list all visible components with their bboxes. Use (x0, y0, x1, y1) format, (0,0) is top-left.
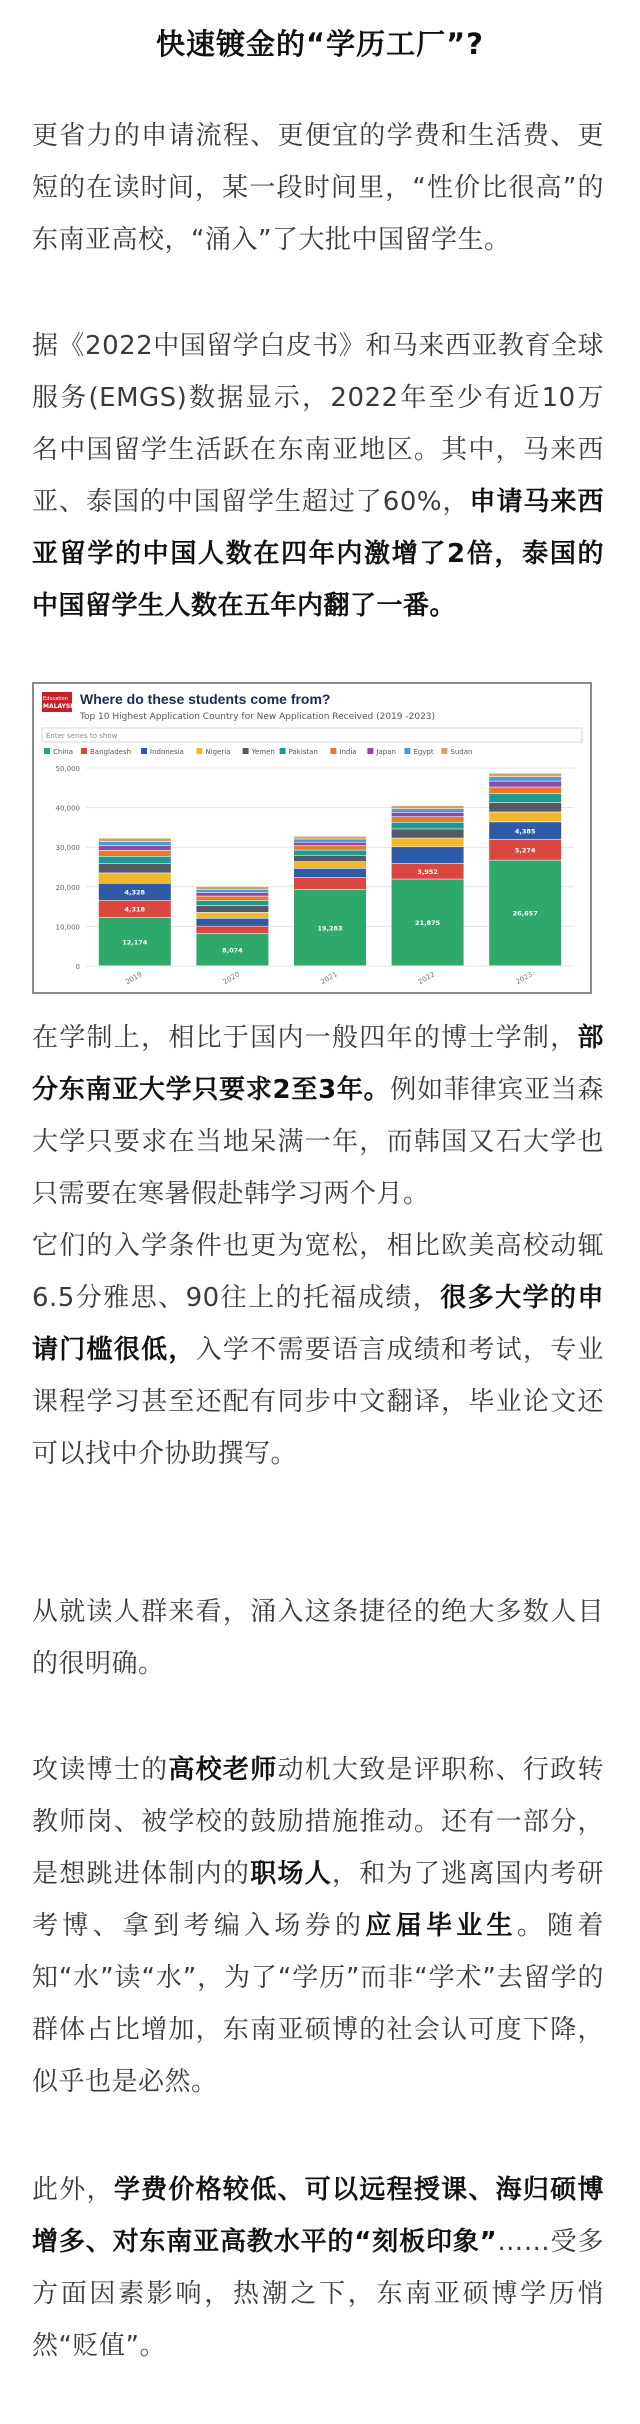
chart-image (32, 682, 592, 994)
bar-segment (196, 893, 268, 896)
bar-data-label: 4,328 (124, 888, 146, 897)
bar-segment (392, 806, 464, 809)
logo-line-2: MALAYSIA (43, 703, 78, 710)
bar-segment (196, 890, 268, 893)
bar-segment (489, 803, 561, 812)
x-tick-label: 2019 (124, 970, 144, 987)
legend-label: Bangladesh (90, 748, 132, 756)
legend-swatch (44, 748, 50, 754)
legend-label: China (53, 748, 73, 756)
bar-data-label: 4,318 (124, 905, 146, 914)
logo-line-1: Education (43, 696, 68, 702)
bar-segment (294, 843, 366, 846)
legend-label: Sudan (450, 748, 473, 756)
bar-segment (99, 851, 171, 856)
highlight-graduates: 应届毕业生 (365, 1911, 517, 1941)
y-tick-label: 30,000 (55, 844, 80, 853)
bar-segment (294, 862, 366, 868)
x-tick-label: 2022 (416, 970, 437, 987)
bar-segment (294, 846, 366, 850)
y-tick-label: 50,000 (55, 765, 80, 773)
bar-segment (294, 856, 366, 862)
highlight-duration: 部分东南亚大学只要求2至3年。 (32, 1023, 604, 1105)
bar-segment (196, 913, 268, 918)
x-tick-label: 2021 (319, 970, 339, 987)
paragraph-intro: 更省力的申请流程、更便宜的学费和生活费、更短的在读时间，某一段时间里，“性价比很高”的东南亚高校，“涌入”了大批中国留学生。 (32, 121, 604, 255)
highlight-factors: 学费价格较低、可以远程授课、海归硕博增多、对东南亚高教水平的“刻板印象” (32, 2175, 604, 2257)
legend-swatch (243, 748, 249, 754)
bar-data-label: 19,283 (317, 924, 343, 933)
y-tick-label: 10,000 (55, 923, 80, 932)
bar-segment (99, 846, 171, 850)
bar-segment (392, 809, 464, 812)
paragraph-admission: 它们的入学条件也更为宽松，相比欧美高校动辄6.5分雅思、90往上的托福成绩，很多大学的申请门槛很低，入学不需要语言成绩和考试，专业课程学习甚至还配有同步中文翻译，毕业论文还可以找中介协助撰写。 (32, 1231, 604, 1469)
chart-legend (44, 748, 472, 756)
legend-label: Egypt (413, 748, 434, 756)
x-tick-label: 2023 (514, 970, 534, 987)
bar-segment (489, 794, 561, 802)
legend-swatch (441, 748, 447, 754)
series-filter-placeholder: Enter series to show (46, 732, 118, 740)
highlight-teachers: 高校老师 (168, 1755, 278, 1785)
legend-swatch (81, 748, 87, 754)
paragraph-motivation: 攻读博士的高校老师动机大致是评职称、行政转教师岗、被学校的鼓励措施推动。还有一部分，是想跳进体制内的职场人，和为了逃离国内考研考博、拿到考编入场券的应届毕业生。随着知“水”读“水”，为了“学历”而非“学术”去留学的群体占比增加，东南亚硕博的社会认可度下降，似乎也是必然。 (32, 1755, 604, 2097)
bar-segment (489, 777, 561, 781)
legend-swatch (280, 748, 286, 754)
legend-label: Yemen (251, 748, 275, 756)
bar-data-label: 4,385 (514, 827, 536, 836)
bar-segment (489, 787, 561, 793)
bar-data-label: 3,952 (417, 868, 438, 877)
bar-segment (294, 850, 366, 855)
paragraph-students: 从就读人群来看，涌入这条捷径的绝大多数人目的很明确。 (32, 1597, 604, 1679)
legend-label: Indonesia (150, 748, 184, 756)
bar-segment (392, 829, 464, 838)
y-tick-label: 40,000 (55, 804, 80, 813)
legend-swatch (367, 748, 373, 754)
paragraph-conclusion: 此外，学费价格较低、可以远程授课、海归硕博增多、对东南亚高教水平的“刻板印象”……受多方面因素影响，热潮之下，东南亚硕博学历悄然“贬值”。 (32, 2175, 604, 2361)
article-title: 快速镀金的“学历工厂”? (156, 27, 484, 61)
bar-segment (99, 864, 171, 873)
bar-segment (196, 901, 268, 906)
bar-segment (196, 887, 268, 889)
highlight-growth: 申请马来西亚留学的中国人数在四年内激增了2倍，泰国的中国留学生人数在五年内翻了一番。 (32, 487, 604, 621)
y-tick-label: 20,000 (55, 883, 80, 892)
bar-segment (489, 781, 561, 786)
chart-subtitle: Top 10 Highest Application Country for New Application Received (2019 -2023) (80, 712, 436, 722)
legend-swatch (404, 748, 410, 754)
bar-segment (99, 873, 171, 883)
bar-segment (489, 812, 561, 821)
legend-swatch (196, 748, 202, 754)
bar-segment (196, 896, 268, 900)
bar-segment (392, 813, 464, 817)
legend-label: Pakistan (288, 748, 318, 756)
legend-label: Nigeria (205, 748, 231, 756)
bar-segment (99, 857, 171, 864)
series-filter-input[interactable] (42, 728, 582, 742)
x-tick-label: 2020 (221, 970, 242, 987)
bar-data-label: 12,174 (122, 938, 148, 947)
legend-swatch (141, 748, 147, 754)
stacked-bar-chart (34, 684, 590, 992)
bar-segment (99, 842, 171, 845)
bar-segment (294, 839, 366, 842)
bar-data-label: 8,074 (222, 946, 243, 955)
legend-label: Japan (376, 748, 396, 756)
bar-segment (196, 906, 268, 912)
bar-segment (392, 817, 464, 822)
chart-title: Where do these students come from? (80, 691, 331, 707)
chart-x-axis (124, 970, 534, 986)
bar-segment (196, 927, 268, 934)
legend-label: India (339, 748, 357, 756)
bar-segment (99, 838, 171, 841)
highlight-threshold: 很多大学的申请门槛很低， (32, 1283, 604, 1365)
bar-segment (489, 773, 561, 776)
bar-segment (392, 838, 464, 846)
paragraph-duration: 在学制上，相比于国内一般四年的博士学制，部分东南亚大学只要求2至3年。例如菲律宾亚当森大学只要求在当地呆满一年，而韩国又石大学也只需要在寒暑假赴韩学习两个月。 (32, 1023, 604, 1209)
bar-segment (294, 869, 366, 878)
bar-segment (392, 823, 464, 829)
bar-segment (392, 847, 464, 863)
chart-bars (99, 773, 561, 965)
bar-data-label: 5,274 (514, 846, 536, 855)
paragraph-statistics: 据《2022中国留学白皮书》和马来西亚教育全球服务(EMGS)数据显示，2022年至少有近10万名中国留学生活跃在东南亚地区。其中，马来西亚、泰国的中国留学生超过了60%，申请马来西亚留学的中国人数在四年内激增了2倍，泰国的中国留学生人数在五年内翻了一番。 (32, 331, 604, 621)
bar-data-label: 26,657 (512, 909, 538, 918)
highlight-workers: 职场人 (250, 1859, 333, 1889)
y-tick-label: 0 (75, 963, 80, 971)
bar-segment (294, 878, 366, 889)
bar-segment (294, 837, 366, 839)
bar-data-label: 21,875 (415, 919, 441, 928)
legend-swatch (330, 748, 336, 754)
bar-segment (196, 919, 268, 926)
